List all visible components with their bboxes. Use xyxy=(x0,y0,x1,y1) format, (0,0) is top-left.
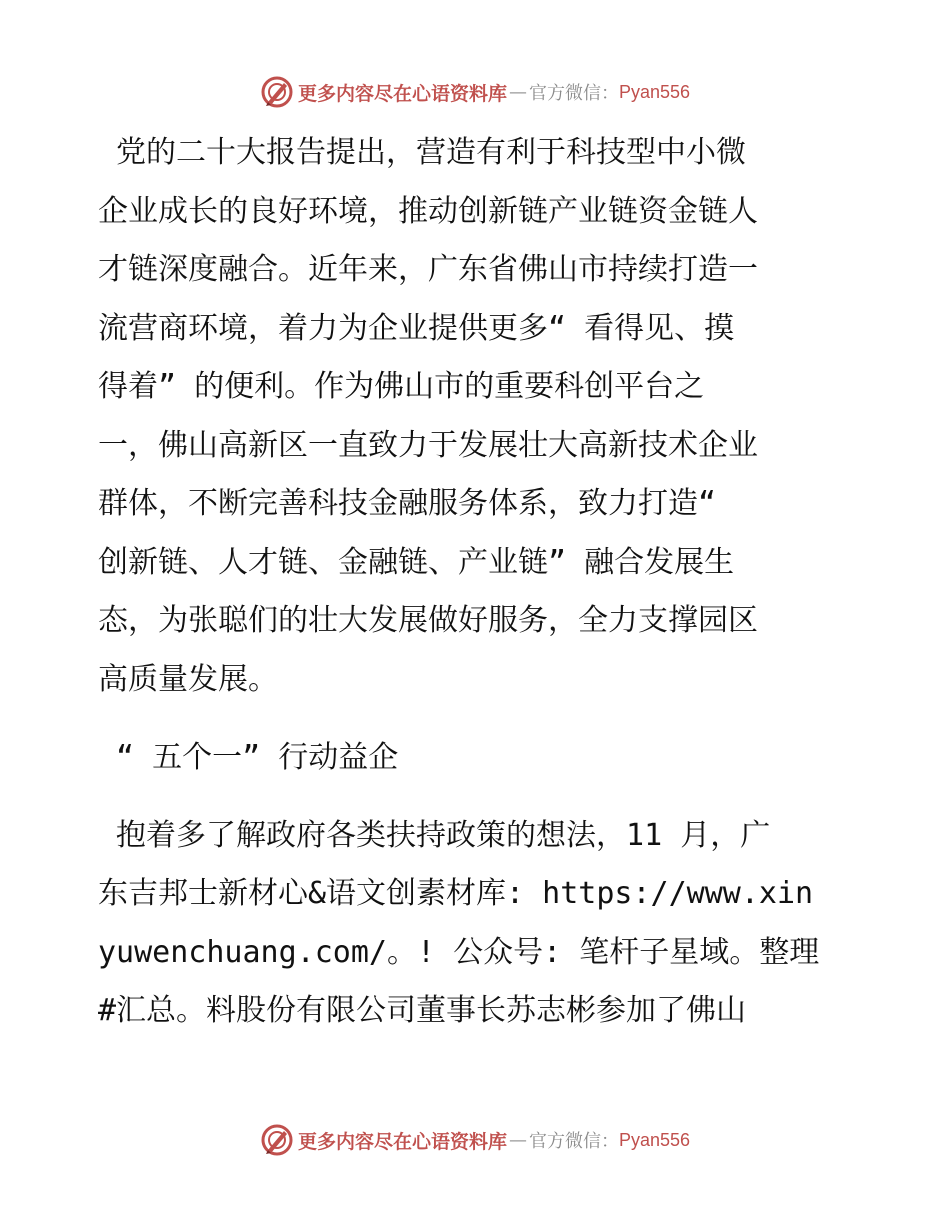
header-watermark-content xyxy=(260,75,690,109)
document-body xyxy=(98,124,858,1041)
section-heading: “ 五个一” 行动益企 xyxy=(98,740,399,775)
text-line: 党的二十大报告提出，营造有利于科技型中小微 xyxy=(98,135,747,170)
paragraph-spacer xyxy=(98,788,858,807)
text-line: 流营商环境，着力为企业提供更多“ 看得见、摸 xyxy=(98,310,735,346)
paragraph-1 xyxy=(98,124,858,709)
banner-wechat-id: Pyan556 xyxy=(618,1129,691,1150)
banner-dash: — xyxy=(508,81,527,103)
text-line: #汇总。料股份有限公司董事长苏志彬参加了佛山 xyxy=(98,993,747,1028)
banner-site-text: 更多内容尽在心语资料库 xyxy=(297,1130,507,1153)
text-line: 抱着多了解政府各类扶持政策的想法，11 月，广 xyxy=(98,817,771,853)
pen-logo-icon xyxy=(260,1123,294,1157)
footer-watermark-banner xyxy=(0,1120,950,1160)
text-line: 才链深度融合。近年来，广东省佛山市持续打造一 xyxy=(98,252,758,287)
paragraph-spacer xyxy=(98,709,858,729)
banner-wechat-label: 官方微信： xyxy=(528,1131,619,1152)
banner-site-text: 更多内容尽在心语资料库 xyxy=(297,82,507,105)
text-line: 创新链、人才链、金融链、产业链” 融合发展生 xyxy=(98,544,735,580)
banner-wechat-id: Pyan556 xyxy=(618,81,691,102)
text-line: 态，为张聪们的壮大发展做好服务，全力支撑园区 xyxy=(98,603,758,638)
text-line: 群体，不断完善科技金融服务体系，致力打造“ xyxy=(98,486,717,521)
footer-watermark-content xyxy=(260,1123,690,1157)
text-line: 东吉邦士新材心&语文创素材库: https://www.xin xyxy=(98,876,814,911)
text-line: 企业成长的良好环境，推动创新链产业链资金链人 xyxy=(98,193,758,229)
header-watermark-banner xyxy=(0,72,950,112)
text-line: 得着” 的便利。作为佛山市的重要科创平台之 xyxy=(98,369,705,404)
text-line: 高质量发展。 xyxy=(98,661,278,697)
banner-dash: — xyxy=(508,1129,527,1151)
paragraph-2 xyxy=(98,807,858,1041)
text-line: yuwenchuang.com/。! 公众号: 笔杆子星域。整理 xyxy=(98,934,820,970)
text-line: 一，佛山高新区一直致力于发展壮大高新技术企业 xyxy=(98,427,758,463)
banner-wechat-label: 官方微信： xyxy=(528,83,619,104)
pen-logo-icon xyxy=(260,75,294,109)
